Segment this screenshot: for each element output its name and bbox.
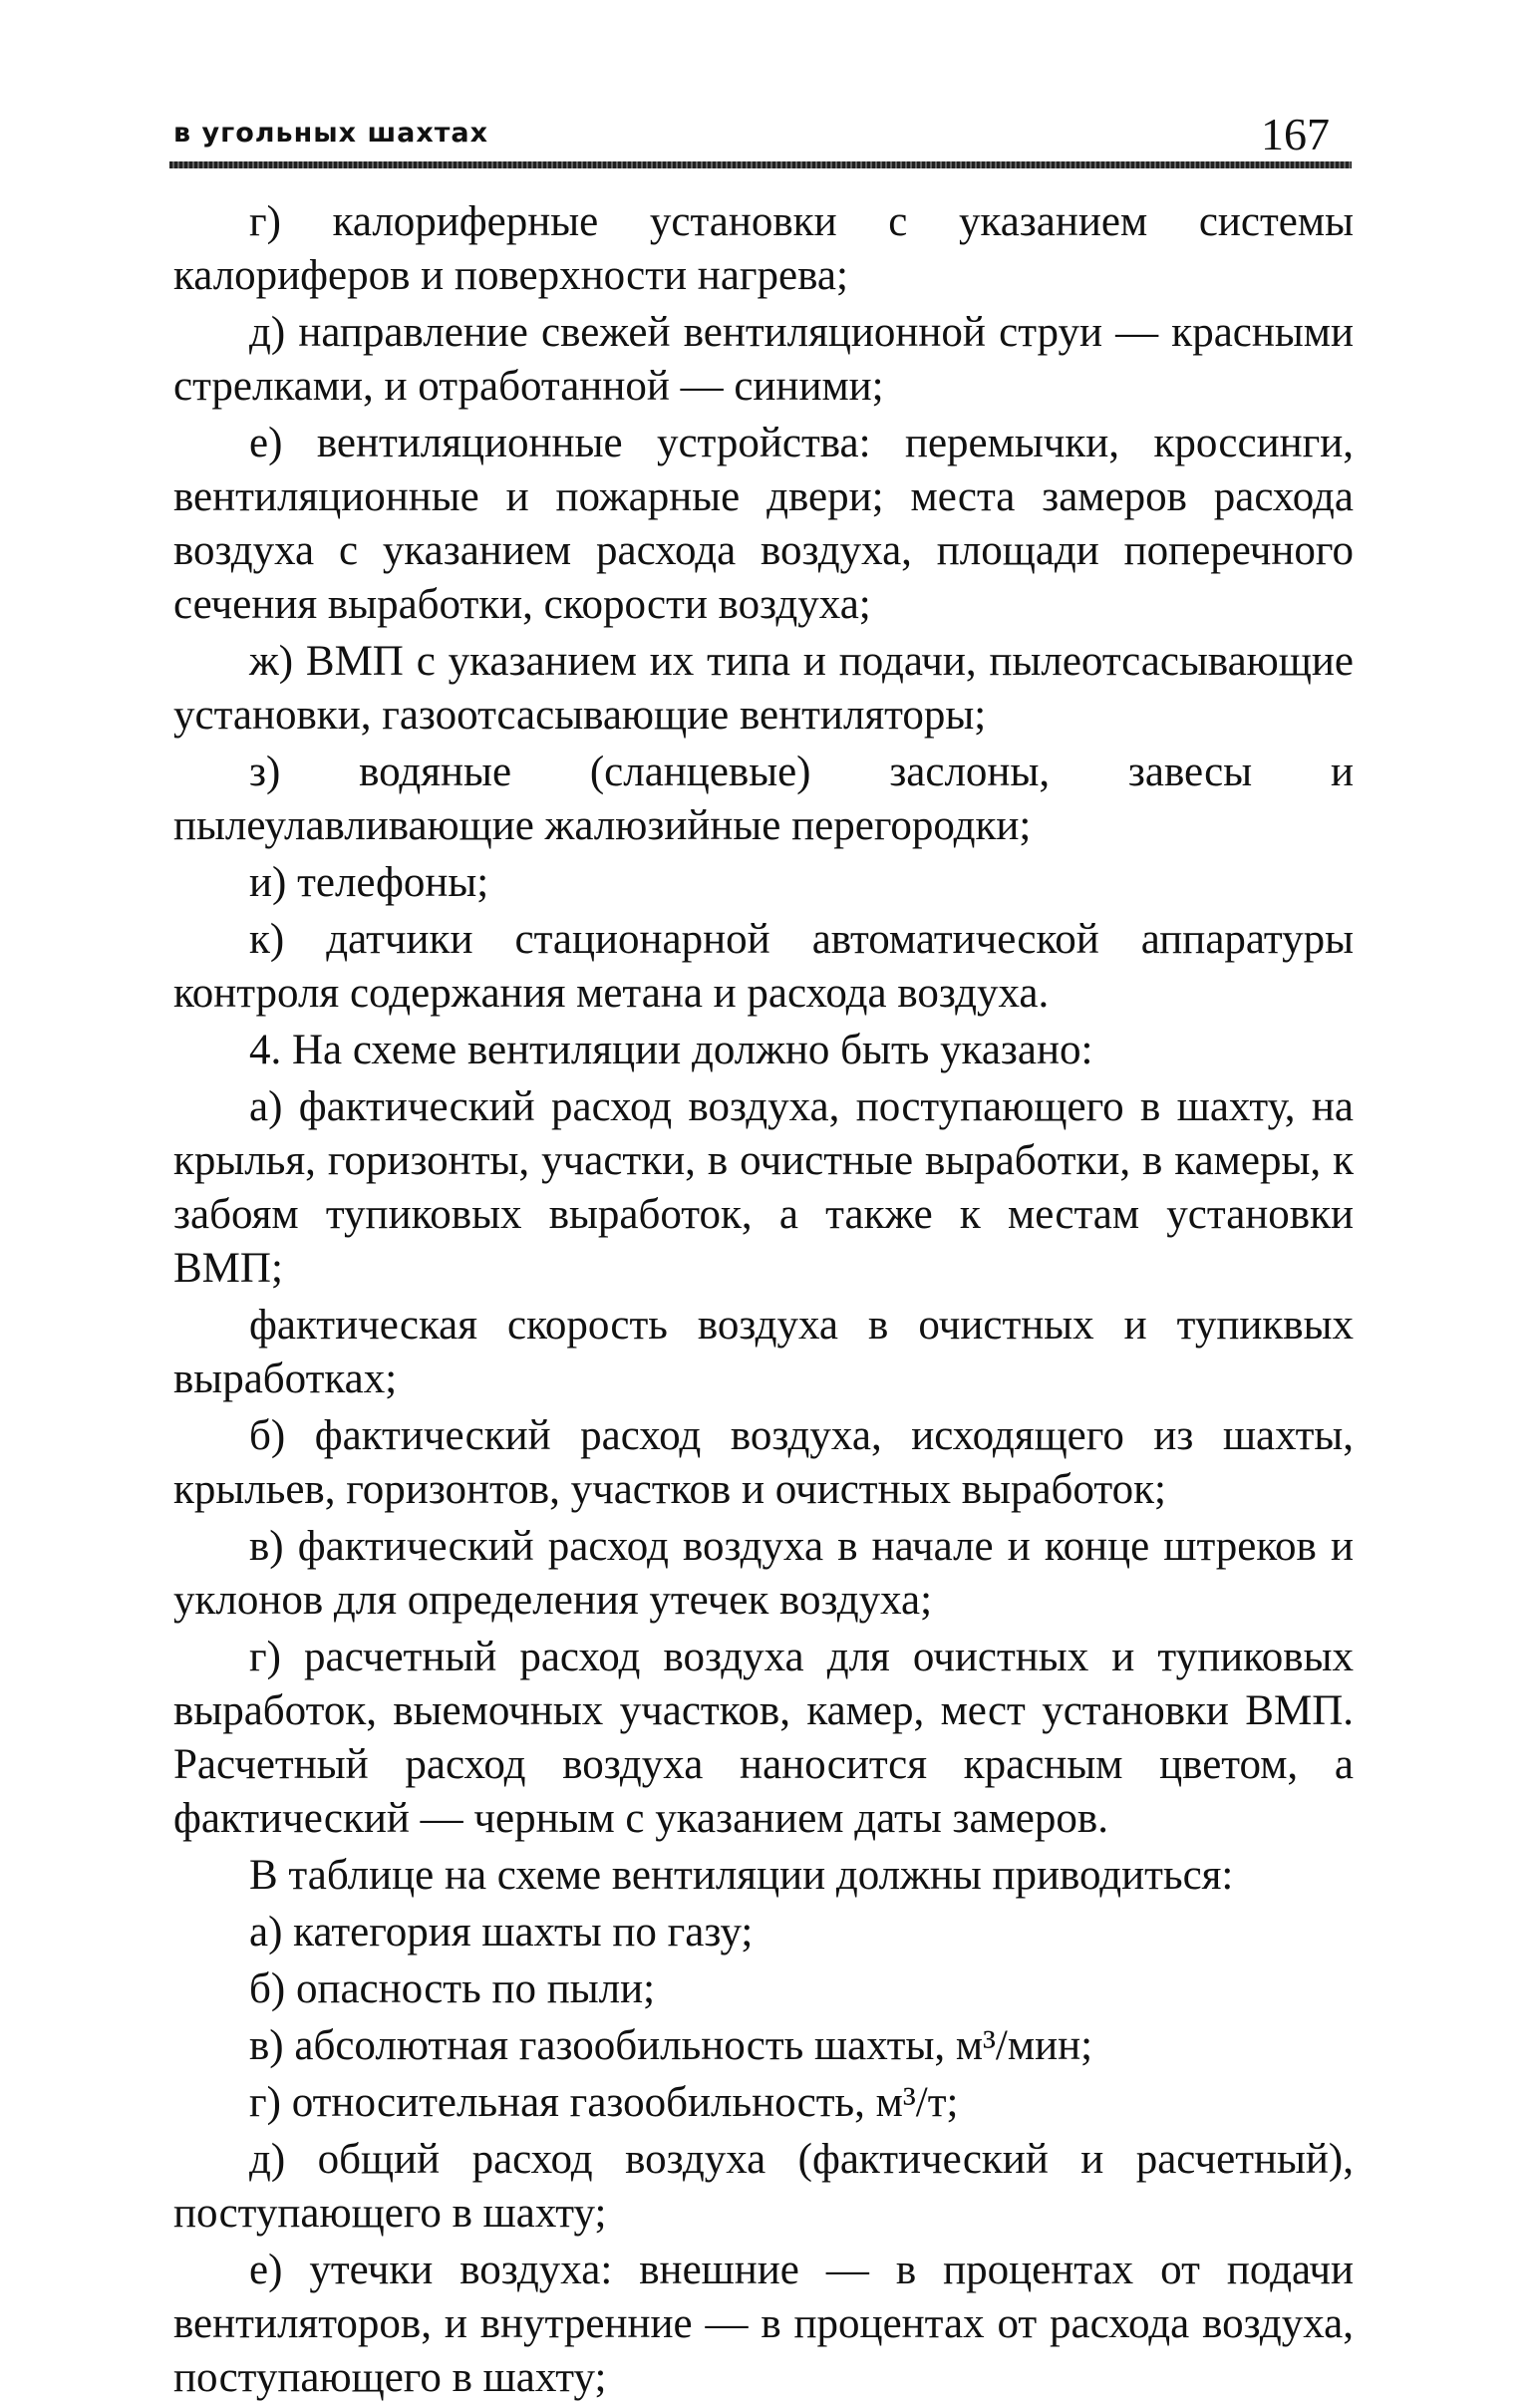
paragraph: в) абсолютная газообильность шахты, м³/мин; bbox=[249, 2022, 1093, 2069]
paragraph: з) водяные (сланцевые) заслоны, завесы и пылеулавливающие жалюзийные перегородки; bbox=[173, 749, 1354, 849]
paragraph: к) датчики стационарной автоматической аппаратуры контроля содержания метана и расхода воздуха. bbox=[173, 916, 1354, 1017]
paragraph: г) калориферные установки с указанием системы калориферов и поверхности нагрева; bbox=[173, 198, 1354, 299]
paragraph: д) направление свежей вентиляционной струи — красными стрелками, и отработанной — синими; bbox=[173, 309, 1354, 410]
paragraph: 4. На схеме вентиляции должно быть указано: bbox=[249, 1027, 1093, 1073]
header-rule bbox=[169, 161, 1352, 168]
paragraph: фактическая скорость воздуха в очистных и тупиквых выработках; bbox=[173, 1302, 1354, 1402]
paragraph: б) фактический расход воздуха, исходящего из шахты, крыльев, горизонтов, участков и очистных выработок; bbox=[173, 1412, 1354, 1513]
paragraph: г) относительная газообильность, м³/т; bbox=[249, 2079, 959, 2126]
paragraph: е) вентиляционные устройства: перемычки, кроссинги, вентиляционные и пожарные двери; места замеров расхода воздуха с указанием расхода воздуха, площади поперечного сечения выработки, скорости воздуха; bbox=[173, 420, 1354, 628]
paragraph: д) общий расход воздуха (фактический и расчетный), поступающего в шахту; bbox=[173, 2136, 1354, 2237]
paragraph: г) расчетный расход воздуха для очистных и тупиковых выработок, выемочных участков, камер, мест установки ВМП. Расчетный расход воздуха наносится красным цветом, а фактический — черным с указанием даты замеров. bbox=[173, 1634, 1354, 1842]
page-number: 167 bbox=[1261, 109, 1330, 159]
body-text bbox=[173, 195, 1354, 2408]
paragraph: а) фактический расход воздуха, поступающего в шахту, на крылья, горизонты, участки, в очистные выработки, в камеры, к забоям тупиковых выработок, а также к местам установки ВМП; bbox=[173, 1083, 1354, 1292]
paragraph: б) опасность по пыли; bbox=[249, 1965, 656, 2012]
paragraph: ж) ВМП с указанием их типа и подачи, пылеотсасывающие установки, газоотсасывающие вентиляторы; bbox=[173, 638, 1354, 739]
running-header: в угольных шахтах bbox=[173, 118, 489, 149]
paragraph: а) категория шахты по газу; bbox=[249, 1909, 754, 1956]
paragraph: и) телефоны; bbox=[249, 859, 489, 906]
paragraph: В таблице на схеме вентиляции должны приводиться: bbox=[249, 1852, 1234, 1899]
paragraph: в) фактический расход воздуха в начале и конце штреков и уклонов для определения утечек воздуха; bbox=[173, 1523, 1354, 1624]
paragraph: е) утечки воздуха: внешние — в процентах от подачи вентиляторов, и внутренние — в процентах от расхода воздуха, поступающего в шахту; bbox=[173, 2247, 1354, 2401]
